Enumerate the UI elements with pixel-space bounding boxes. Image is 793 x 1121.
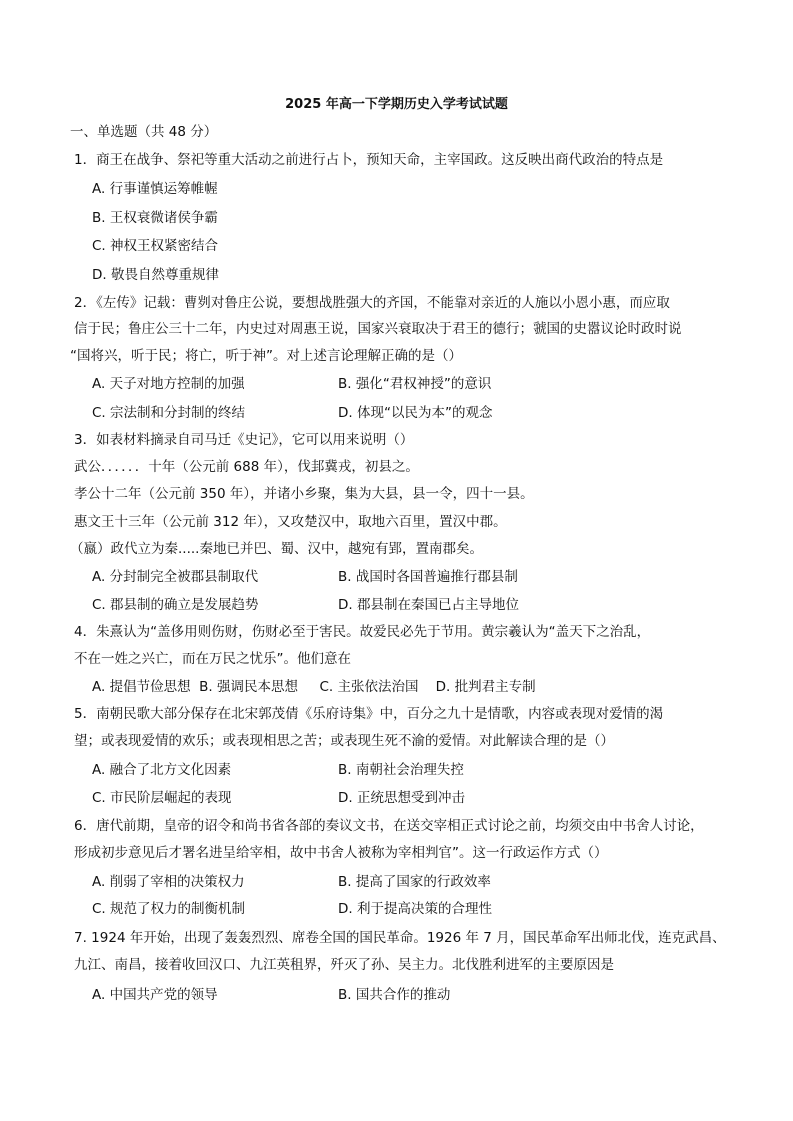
question-5-option-a: A. 融合了北方文化因素 — [92, 762, 232, 778]
question-4-options: A. 提倡节俭思想 B. 强调民本思想 C. 主张依法治国 D. 批判君主专制 — [92, 679, 536, 695]
question-1-option-d: D. 敬畏自然尊重规律 — [92, 267, 219, 283]
question-2-option-b: B. 强化“君权神授”的意识 — [338, 376, 492, 392]
section-heading: 一、单选题（共 48 分） — [70, 124, 218, 140]
question-5-option-d: D. 正统思想受到冲击 — [338, 790, 465, 806]
question-3-option-b: B. 战国时各国普遍推行郡县制 — [338, 569, 518, 585]
question-5-stem-line2: 望；或表现爱情的欢乐；或表现相思之苦；或表现生死不渝的爱情。对此解读合理的是（） — [74, 733, 614, 749]
question-6-option-c: C. 规范了权力的制衡机制 — [92, 901, 246, 917]
question-2-option-a: A. 天子对地方控制的加强 — [92, 376, 245, 392]
question-3-stem: 3．如表材料摘录自司马迁《史记》，它可以用来说明（） — [74, 432, 414, 448]
question-3-material-4: （嬴）政代立为秦.....秦地已并巴、蜀、汉中，越宛有郢，置南郡矣。 — [70, 541, 483, 557]
question-5-stem-line1: 5．南朝民歌大部分保存在北宋郭茂倩《乐府诗集》中，百分之九十是情歌，内容或表现对爱情的渴 — [74, 706, 664, 722]
question-5-option-c: C. 市民阶层崛起的表现 — [92, 790, 232, 806]
question-7-option-b: B. 国共合作的推动 — [338, 987, 451, 1003]
question-3-material-2: 孝公十二年（公元前 350 年），并诸小乡聚，集为大县，县一令，四十一县。 — [74, 486, 534, 502]
question-2-stem-line2: 信于民；鲁庄公三十二年，内史过对周惠王说，国家兴衰取决于君王的德行；虢国的史嚣议论时政时说 — [74, 321, 682, 337]
question-1-option-b: B. 王权衰微诸侯争霸 — [92, 210, 218, 226]
question-5-option-b: B. 南朝社会治理失控 — [338, 762, 464, 778]
question-4-stem-line1: 4．朱熹认为“盖侈用则伤财，伤财必至于害民。故爱民必先于节用。黄宗羲认为“盖天下之治乱， — [74, 624, 651, 640]
question-2-option-d: D. 体现“以民为本”的观念 — [338, 405, 493, 421]
question-7-stem-line1: 7. 1924 年开始，出现了轰轰烈烈、席卷全国的国民革命。1926 年 7 月，国民革命军出师北伐，连克武昌、 — [74, 930, 726, 946]
question-1-stem: 1．商王在战争、祭祀等重大活动之前进行占卜，预知天命，主宰国政。这反映出商代政治的特点是 — [74, 152, 664, 168]
question-2-stem-line1: 2．《左传》记载：曹刿对鲁庄公说，要想战胜强大的齐国，不能靠对亲近的人施以小恩小惠，而应取 — [74, 295, 670, 311]
question-7-stem-line2: 九江、南昌，接着收回汉口、九江英租界，歼灭了孙、吴主力。北伐胜利进军的主要原因是 — [74, 957, 614, 973]
question-6-option-a: A. 削弱了宰相的决策权力 — [92, 874, 245, 890]
question-3-material-1: 武公．．．．．．十年（公元前 688 年），伐邽冀戎，初县之。 — [74, 459, 419, 475]
question-3-option-d: D. 郡县制在秦国已占主导地位 — [338, 597, 519, 613]
question-1-option-c: C. 神权王权紧密结合 — [92, 238, 219, 254]
question-3-option-c: C. 郡县制的确立是发展趋势 — [92, 597, 259, 613]
question-7-option-a: A. 中国共产党的领导 — [92, 987, 218, 1003]
question-6-stem-line2: 形成初步意见后才署名进呈给宰相，故中书舍人被称为宰相判官”。这一行政运作方式（） — [74, 845, 608, 861]
page-title: 2025 年高一下学期历史入学考试试题 — [285, 97, 508, 112]
question-4-stem-line2: 不在一姓之兴亡，而在万民之忧乐”。他们意在 — [74, 651, 351, 667]
question-3-option-a: A. 分封制完全被郡县制取代 — [92, 569, 259, 585]
question-6-stem-line1: 6．唐代前期，皇帝的诏令和尚书省各部的奏议文书，在送交宰相正式讨论之前，均须交由中书舍人讨论， — [74, 818, 704, 834]
question-2-stem-line3: “国将兴，听于民；将亡，听于神”。对上述言论理解正确的是（） — [70, 348, 462, 364]
question-3-material-3: 惠文王十三年（公元前 312 年），又攻楚汉中，取地六百里，置汉中郡。 — [74, 514, 507, 530]
question-6-option-b: B. 提高了国家的行政效率 — [338, 874, 491, 890]
question-6-option-d: D. 利于提高决策的合理性 — [338, 901, 492, 917]
question-1-option-a: A. 行事谨慎运筹帷幄 — [92, 181, 218, 197]
question-2-option-c: C. 宗法制和分封制的终结 — [92, 405, 246, 421]
